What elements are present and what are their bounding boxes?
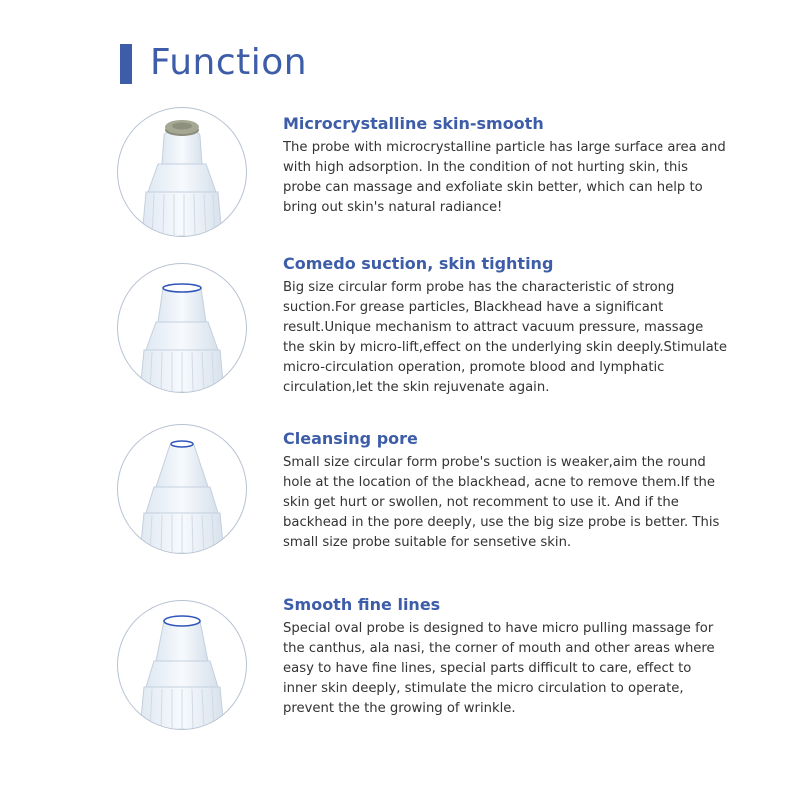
title-accent-bar bbox=[120, 44, 132, 84]
large-hole-probe-icon bbox=[117, 263, 247, 393]
item-description: The probe with microcrystalline particle has large surface area and with high adsorption. In the condition of not hurting skin, this probe can massage and exfoliate skin better, which can help to bring out skin's natural radiance! bbox=[283, 140, 726, 215]
item-title: Cleansing pore bbox=[283, 429, 418, 448]
oval-hole-probe-icon bbox=[117, 600, 247, 730]
item-description: Special oval probe is designed to have micro pulling massage for the canthus, ala nasi, the corner of mouth and other areas where easy to have fine lines, special parts difficult to care, effect to inner skin deeply, stimulate the micro circulation to operate, prevent the the growing of wrinkle. bbox=[283, 621, 715, 716]
item-title: Microcrystalline skin-smooth bbox=[283, 114, 544, 133]
item-title: Smooth fine lines bbox=[283, 595, 441, 614]
page-title: Function bbox=[150, 42, 308, 83]
diamond-tip-probe-icon bbox=[117, 107, 247, 237]
item-description: Big size circular form probe has the characteristic of strong suction.For grease particles, Blackhead have a significant result.Unique mechanism to attract vacuum pressure, massage the skin by micro-lift,effect on the underlying skin deeply.Stimulate micro-circulation operation, promote blood and lymphatic circulation,let the skin rejuvenate again. bbox=[283, 280, 727, 395]
small-hole-probe-icon bbox=[117, 424, 247, 554]
item-title: Comedo suction, skin tighting bbox=[283, 254, 554, 273]
item-description: Small size circular form probe's suction is weaker,aim the round hole at the location of the blackhead, acne to remove them.If the skin get hurt or swollen, not recomment to use it. And if the backhead in the pore deeply, use the big size probe is better. This small size probe suitable for sensetive skin. bbox=[283, 455, 720, 550]
